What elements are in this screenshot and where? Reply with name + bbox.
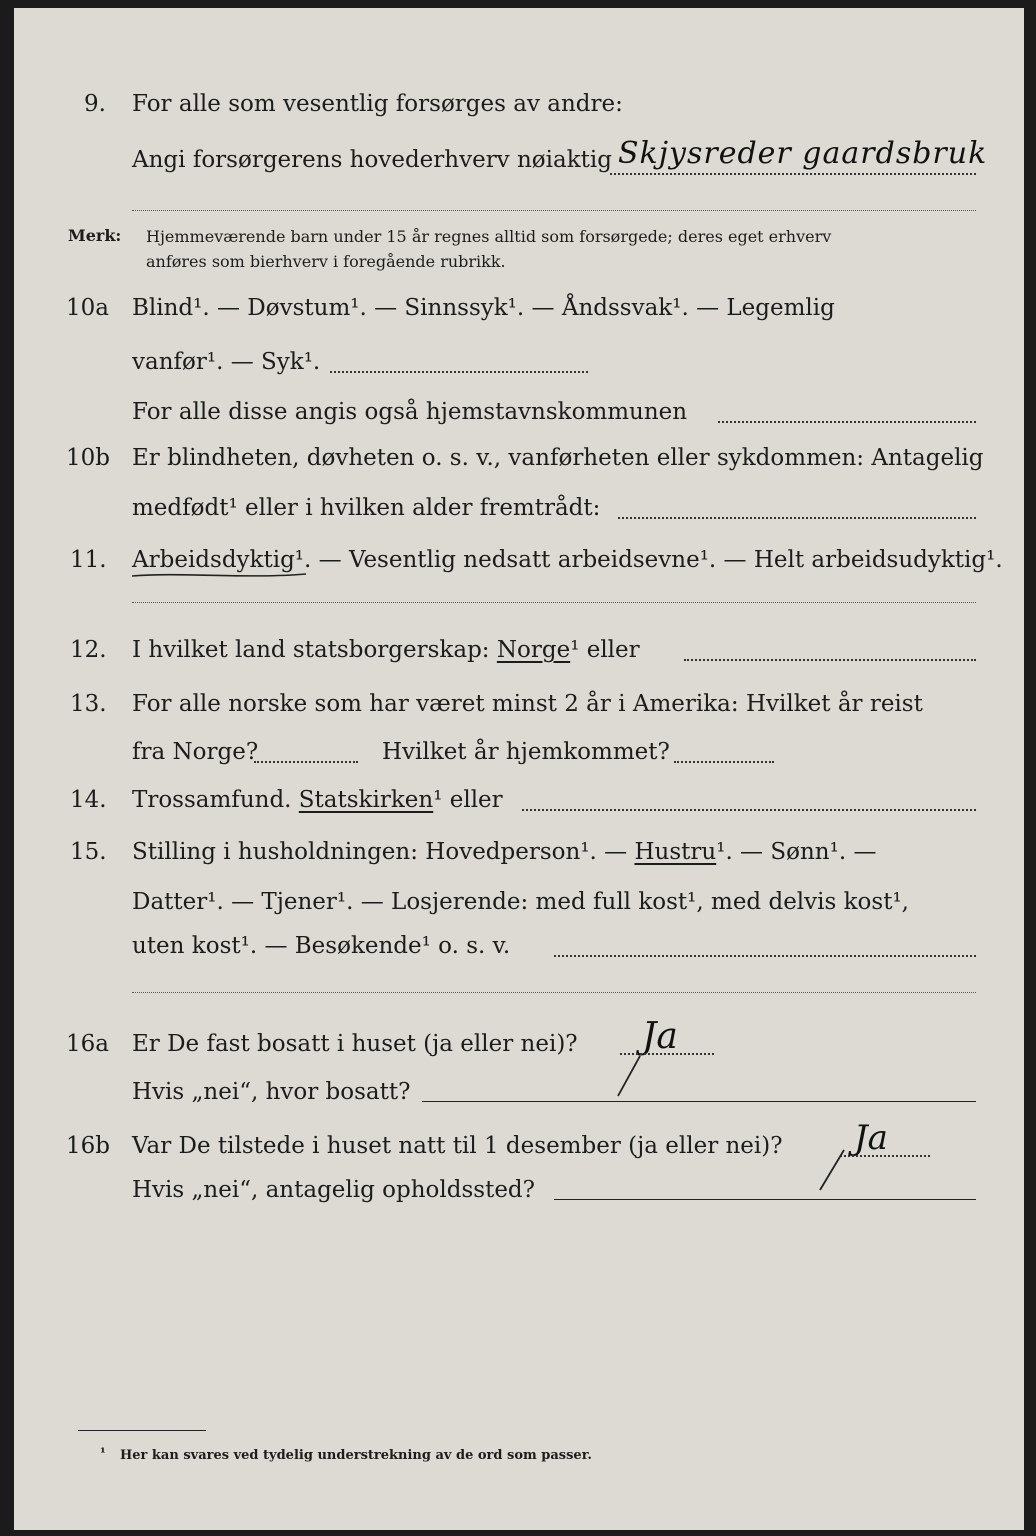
footnote-text: Her kan svares ved tydelig understrekning av de ord som passer.: [120, 1448, 592, 1463]
q15-line2: Datter¹. — Tjener¹. — Losjerende: med full kost¹, med delvis kost¹,: [132, 889, 909, 915]
q16b-handwritten-answer: Ja: [854, 1118, 888, 1158]
q10a-line2: vanfør¹. — Syk¹.: [132, 349, 321, 375]
q15-line3: uten kost¹. — Besøkende¹ o. s. v.: [132, 933, 511, 959]
q13-line1: For alle norske som har været minst 2 år i Amerika: Hvilket år reist: [132, 691, 923, 717]
q11-underline-stroke: [130, 570, 310, 582]
q12-underlined-answer: Norge: [496, 637, 571, 663]
q14-number: 14.: [70, 787, 107, 813]
q11-number: 11.: [70, 547, 107, 573]
q16a-line1: Er De fast bosatt i huset (ja eller nei)?: [132, 1031, 578, 1057]
q16b-dash-stroke: [814, 1148, 854, 1194]
q16a-dash-stroke: [610, 1054, 650, 1100]
q16b-number: 16b: [66, 1133, 110, 1159]
q11-underlined-answer: Arbeidsdyktig: [132, 547, 295, 573]
q14-underlined-answer: Statskirken: [298, 787, 434, 813]
footnote-separator: [78, 1430, 206, 1431]
q16a-number: 16a: [66, 1031, 109, 1057]
q11-extra-line: [132, 602, 976, 603]
q10a-kommune-line: [718, 421, 976, 423]
q16b-line1: Var De tilstede i huset natt til 1 desember (ja eller nei)?: [132, 1133, 783, 1159]
q10b-line2: medfødt¹ eller i hvilken alder fremtrådt:: [132, 495, 601, 521]
q15-line1b: ¹. — Sønn¹. —: [716, 839, 877, 865]
q12-line: [132, 636, 640, 664]
q10b-age-line: [618, 517, 976, 519]
q10a-line1: Blind¹. — Døvstum¹. — Sinnssyk¹. — Åndssvak¹. — Legemlig: [132, 295, 835, 321]
q9-line1: For alle som vesentlig forsørges av andre:: [132, 91, 623, 117]
q14-line: [132, 786, 503, 814]
q15-underlined-answer: Hustru: [634, 839, 717, 865]
q15-number: 15.: [70, 839, 107, 865]
q9-handwritten-answer: Skjysreder gaardsbruk: [618, 136, 988, 171]
q12-after: ¹ eller: [570, 637, 640, 663]
q16b-opholdssted-line: [554, 1199, 976, 1200]
q16a-bosatt-line: [422, 1101, 976, 1102]
q13-line2a: fra Norge?: [132, 739, 259, 765]
q14-other-line: [522, 809, 976, 811]
q14-after: ¹ eller: [433, 787, 503, 813]
footnote-mark: ¹: [100, 1446, 106, 1461]
q15-line1a: Stilling i husholdningen: Hovedperson¹. —: [132, 839, 628, 865]
q12-before: I hvilket land statsborgerskap:: [132, 637, 490, 663]
q12-number: 12.: [70, 637, 107, 663]
q9-answer-line: [610, 173, 976, 175]
merk-line1: Hjemmeværende barn under 15 år regnes alltid som forsørgede; deres eget erhverv: [146, 227, 832, 246]
q12-other-line: [684, 659, 976, 661]
q10b-number: 10b: [66, 445, 110, 471]
q16a-line2: Hvis „nei“, hvor bosatt?: [132, 1079, 411, 1105]
q13-line2b: Hvilket år hjemkommet?: [382, 739, 670, 765]
q16a-handwritten-answer: Ja: [642, 1016, 678, 1057]
q15-extra-line: [132, 992, 976, 993]
q11-rest: ¹. — Vesentlig nedsatt arbeidsevne¹. — Helt arbeidsudyktig¹.: [294, 547, 1003, 573]
q10a-syk-line: [330, 371, 588, 373]
q9-line2: Angi forsørgerens hovederhverv nøiaktig: [132, 147, 612, 173]
q13-reist-line: [254, 761, 358, 763]
q16b-line2: Hvis „nei“, antagelig opholdssted?: [132, 1177, 535, 1203]
merk-label: Merk:: [68, 226, 122, 245]
q13-hjemkommet-line: [674, 761, 774, 763]
q15-line1: [132, 838, 876, 866]
q10a-line3: For alle disse angis også hjemstavnskommunen: [132, 399, 688, 425]
merk-line2: anføres som bierhverv i foregående rubrikk.: [146, 252, 506, 271]
q14-before: Trossamfund.: [132, 787, 292, 813]
q15-other-line: [554, 955, 976, 957]
census-form-page: [14, 8, 1024, 1530]
q9-extra-line: [132, 210, 976, 211]
q10a-number: 10a: [66, 295, 109, 321]
q13-number: 13.: [70, 691, 107, 717]
q10b-line1: Er blindheten, døvheten o. s. v., vanførheten eller sykdommen: Antagelig: [132, 445, 984, 471]
q9-number: 9.: [84, 91, 106, 117]
